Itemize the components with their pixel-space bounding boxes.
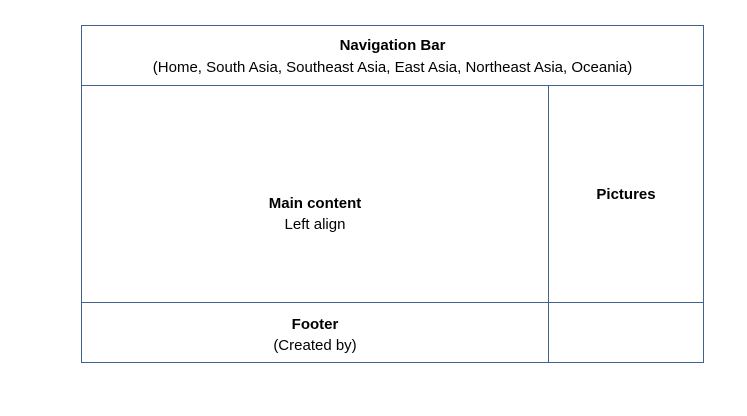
footer-credit-note: (Created by) [273, 337, 357, 354]
main-content-title: Main content [268, 195, 362, 212]
main-content-alignment-note: Left align [284, 216, 346, 233]
pictures-box [548, 85, 704, 303]
navigation-bar-title: Navigation Bar [339, 37, 446, 54]
footer-title: Footer [291, 316, 339, 333]
footer-right-empty-box [548, 302, 704, 363]
navigation-bar-links-note: (Home, South Asia, Southeast Asia, East Asia, Northeast Asia, Oceania) [152, 59, 633, 76]
main-content-box [81, 85, 549, 303]
footer-box [81, 302, 549, 363]
navigation-bar-box [81, 25, 704, 86]
pictures-title: Pictures [596, 186, 656, 203]
